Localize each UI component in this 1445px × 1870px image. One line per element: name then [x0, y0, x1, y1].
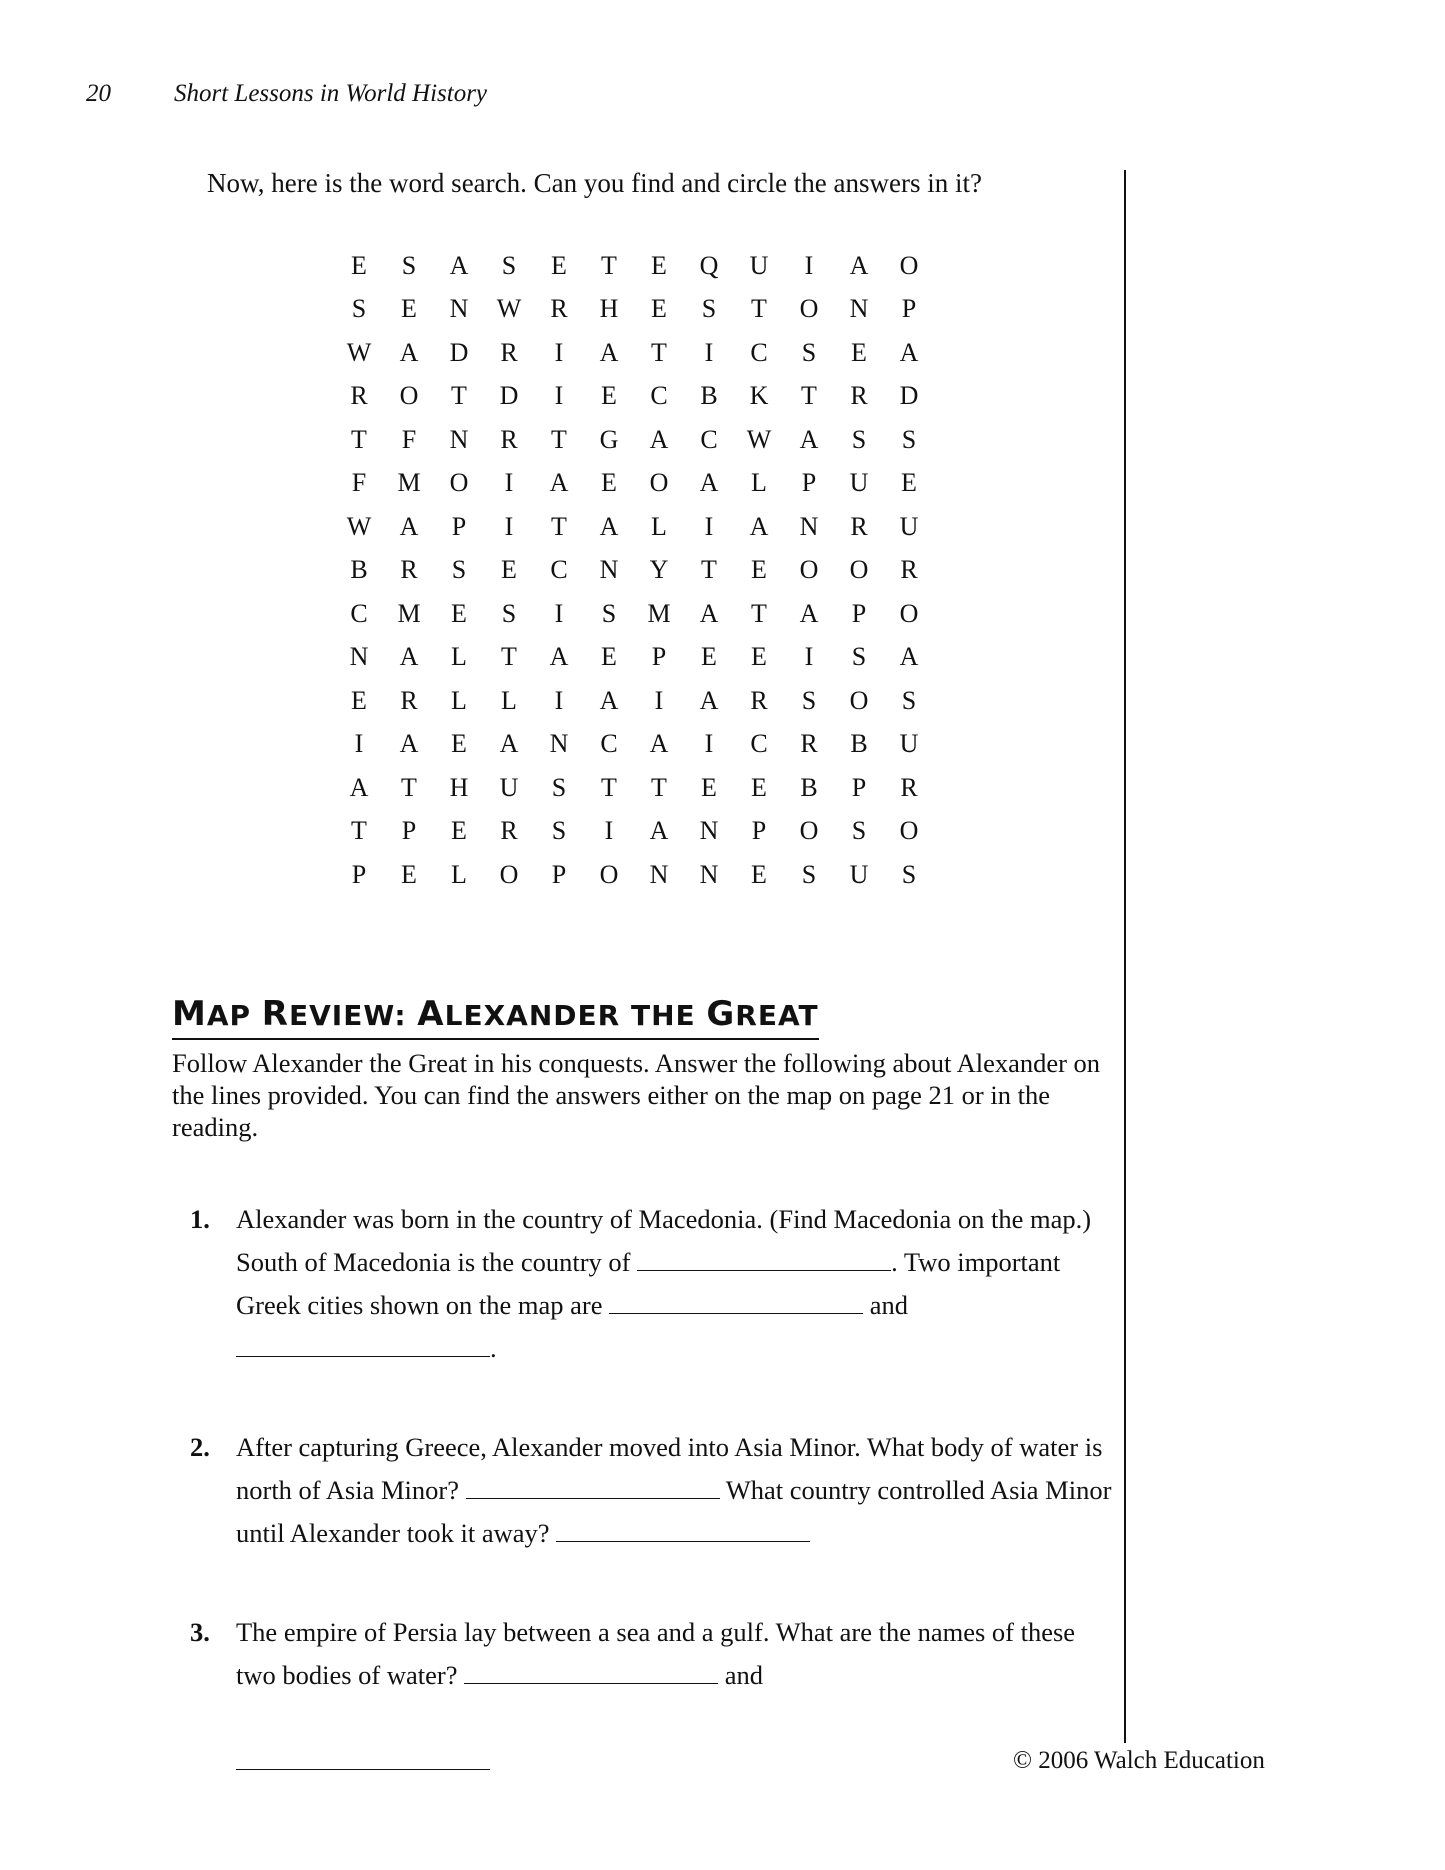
- grid-letter[interactable]: L: [501, 685, 517, 715]
- question-text: What country controlled Asia Minor until Alexander took it away?: [236, 1475, 1112, 1548]
- grid-letter[interactable]: T: [651, 772, 667, 802]
- grid-letter[interactable]: N: [349, 642, 369, 672]
- grid-letter[interactable]: O: [399, 381, 419, 411]
- grid-letter[interactable]: P: [751, 816, 767, 846]
- heading-rest: REAT: [735, 999, 819, 1032]
- grid-letter[interactable]: P: [851, 598, 867, 628]
- grid-letter[interactable]: N: [849, 294, 869, 324]
- question-number: 3.: [190, 1617, 210, 1647]
- grid-letter[interactable]: N: [449, 424, 469, 454]
- grid-letter[interactable]: H: [449, 772, 469, 802]
- grid-letter[interactable]: I: [354, 729, 364, 759]
- grid-letter[interactable]: T: [351, 816, 367, 846]
- grid-row: [334, 636, 934, 680]
- grid-letter[interactable]: W: [746, 424, 772, 454]
- grid-letter[interactable]: E: [501, 555, 517, 585]
- grid-letter[interactable]: S: [801, 685, 817, 715]
- grid-row: [334, 723, 934, 767]
- grid-letter[interactable]: O: [499, 859, 519, 889]
- grid-letter[interactable]: I: [804, 250, 814, 280]
- grid-letter[interactable]: O: [799, 816, 819, 846]
- grid-row: [334, 288, 934, 332]
- grid-letter[interactable]: T: [501, 642, 517, 672]
- question-text: The empire of Persia lay between a sea and a gulf. What are the names of these two bodies of water?: [236, 1617, 1076, 1690]
- grid-letter[interactable]: A: [499, 729, 519, 759]
- grid-letter[interactable]: R: [350, 381, 368, 411]
- grid-letter[interactable]: O: [899, 816, 919, 846]
- grid-row: [334, 810, 934, 854]
- grid-letter[interactable]: O: [649, 468, 669, 498]
- grid-letter[interactable]: U: [749, 250, 769, 280]
- grid-letter[interactable]: N: [699, 816, 719, 846]
- grid-letter[interactable]: O: [899, 250, 919, 280]
- grid-letter[interactable]: O: [849, 555, 869, 585]
- grid-letter[interactable]: M: [397, 468, 421, 498]
- question-text: After capturing Greece, Alexander moved into Asia Minor. What body of water is north of Asia Minor?: [236, 1432, 1103, 1505]
- grid-letter[interactable]: A: [799, 598, 819, 628]
- section-description: Follow Alexander the Great in his conquests. Answer the following about Alexander on the lines provided. You can find the answers either on the map on page 21 or in the reading.: [172, 1048, 1101, 1142]
- heading-initial: G: [706, 994, 736, 1034]
- grid-letter[interactable]: A: [599, 685, 619, 715]
- grid-row: [334, 462, 934, 506]
- copyright-footer: © 2006 Walch Education: [1013, 1747, 1265, 1774]
- grid-letter[interactable]: G: [599, 424, 619, 454]
- grid-letter[interactable]: I: [604, 816, 614, 846]
- heading-rest: LEXANDER THE: [444, 999, 707, 1032]
- grid-letter[interactable]: I: [704, 337, 714, 367]
- grid-letter[interactable]: T: [601, 772, 617, 802]
- running-header: [86, 80, 487, 108]
- grid-letter[interactable]: E: [751, 642, 767, 672]
- grid-letter[interactable]: U: [899, 729, 919, 759]
- grid-letter[interactable]: A: [349, 772, 369, 802]
- question-text: . Two important Greek cities shown on the map are: [236, 1247, 1061, 1320]
- grid-letter[interactable]: R: [850, 381, 868, 411]
- grid-letter[interactable]: A: [549, 468, 569, 498]
- grid-letter[interactable]: E: [851, 337, 867, 367]
- grid-letter[interactable]: O: [899, 598, 919, 628]
- grid-letter[interactable]: R: [800, 729, 818, 759]
- grid-letter[interactable]: E: [601, 468, 617, 498]
- grid-letter[interactable]: A: [599, 337, 619, 367]
- grid-letter[interactable]: E: [751, 555, 767, 585]
- page-number: 20: [86, 80, 111, 107]
- grid-letter[interactable]: E: [601, 642, 617, 672]
- grid-letter[interactable]: N: [649, 859, 669, 889]
- grid-letter[interactable]: S: [901, 685, 917, 715]
- grid-letter[interactable]: C: [350, 598, 368, 628]
- grid-letter[interactable]: E: [551, 250, 567, 280]
- grid-letter[interactable]: C: [750, 729, 768, 759]
- answer-blank-country[interactable]: [637, 1248, 891, 1271]
- grid-row: [334, 853, 934, 897]
- grid-letter[interactable]: L: [451, 642, 467, 672]
- grid-letter[interactable]: P: [801, 468, 817, 498]
- grid-letter[interactable]: U: [899, 511, 919, 541]
- grid-letter[interactable]: C: [700, 424, 718, 454]
- question-2: [190, 1426, 1120, 1555]
- word-search-grid: [334, 244, 934, 897]
- grid-letter[interactable]: D: [499, 381, 519, 411]
- grid-letter[interactable]: W: [346, 511, 372, 541]
- grid-letter[interactable]: B: [700, 381, 718, 411]
- grid-letter[interactable]: O: [599, 859, 619, 889]
- grid-letter[interactable]: A: [599, 511, 619, 541]
- grid-letter[interactable]: I: [554, 337, 564, 367]
- grid-letter[interactable]: A: [699, 598, 719, 628]
- grid-letter[interactable]: O: [849, 685, 869, 715]
- grid-letter[interactable]: S: [501, 250, 517, 280]
- grid-letter[interactable]: C: [650, 381, 668, 411]
- grid-letter[interactable]: S: [601, 598, 617, 628]
- grid-letter[interactable]: W: [496, 294, 522, 324]
- grid-letter[interactable]: N: [799, 511, 819, 541]
- grid-letter[interactable]: S: [901, 424, 917, 454]
- grid-letter[interactable]: S: [851, 642, 867, 672]
- grid-letter[interactable]: A: [399, 337, 419, 367]
- question-number: 1.: [190, 1204, 210, 1234]
- grid-letter[interactable]: U: [499, 772, 519, 802]
- grid-letter[interactable]: R: [400, 555, 418, 585]
- grid-letter[interactable]: P: [901, 294, 917, 324]
- grid-letter[interactable]: B: [350, 555, 368, 585]
- question-3: [190, 1611, 1120, 1783]
- grid-letter[interactable]: P: [351, 859, 367, 889]
- grid-letter[interactable]: S: [901, 859, 917, 889]
- grid-letter[interactable]: N: [699, 859, 719, 889]
- grid-letter[interactable]: I: [804, 642, 814, 672]
- grid-letter[interactable]: E: [401, 294, 417, 324]
- grid-letter[interactable]: A: [699, 468, 719, 498]
- grid-letter[interactable]: A: [649, 816, 669, 846]
- grid-letter[interactable]: F: [401, 424, 417, 454]
- grid-letter[interactable]: L: [751, 468, 767, 498]
- grid-letter[interactable]: A: [849, 250, 869, 280]
- grid-letter[interactable]: C: [750, 337, 768, 367]
- grid-letter[interactable]: S: [801, 337, 817, 367]
- grid-letter[interactable]: O: [449, 468, 469, 498]
- grid-letter[interactable]: A: [899, 642, 919, 672]
- grid-letter[interactable]: M: [397, 598, 421, 628]
- grid-letter[interactable]: A: [449, 250, 469, 280]
- grid-row: [334, 375, 934, 419]
- grid-letter[interactable]: W: [346, 337, 372, 367]
- grid-letter[interactable]: E: [751, 859, 767, 889]
- grid-letter[interactable]: L: [451, 685, 467, 715]
- grid-letter[interactable]: U: [849, 859, 869, 889]
- grid-letter[interactable]: T: [401, 772, 417, 802]
- grid-letter[interactable]: T: [551, 511, 567, 541]
- grid-letter[interactable]: T: [651, 337, 667, 367]
- grid-letter[interactable]: N: [599, 555, 619, 585]
- grid-letter[interactable]: Y: [649, 555, 669, 585]
- grid-letter[interactable]: P: [651, 642, 667, 672]
- grid-letter[interactable]: E: [651, 250, 667, 280]
- grid-letter[interactable]: R: [400, 685, 418, 715]
- grid-letter[interactable]: I: [704, 729, 714, 759]
- question-number: 2.: [190, 1432, 210, 1462]
- grid-letter[interactable]: I: [654, 685, 664, 715]
- grid-row: [334, 331, 934, 375]
- grid-letter[interactable]: D: [449, 337, 469, 367]
- grid-letter[interactable]: N: [449, 294, 469, 324]
- question-text: .: [490, 1333, 497, 1363]
- grid-letter[interactable]: E: [601, 381, 617, 411]
- grid-letter[interactable]: S: [551, 772, 567, 802]
- answer-blank-city-2[interactable]: [236, 1334, 490, 1357]
- grid-letter[interactable]: B: [800, 772, 818, 802]
- grid-letter[interactable]: T: [351, 424, 367, 454]
- word-search-intro: Now, here is the word search. Can you find and circle the answers in it?: [207, 168, 982, 198]
- grid-row: [334, 244, 934, 288]
- grid-letter[interactable]: A: [649, 729, 669, 759]
- grid-letter[interactable]: S: [401, 250, 417, 280]
- grid-letter[interactable]: A: [749, 511, 769, 541]
- question-text: and: [863, 1290, 908, 1320]
- grid-letter[interactable]: P: [401, 816, 417, 846]
- grid-letter[interactable]: P: [551, 859, 567, 889]
- grid-letter[interactable]: E: [701, 772, 717, 802]
- grid-row: [334, 505, 934, 549]
- grid-letter[interactable]: T: [451, 381, 467, 411]
- grid-letter[interactable]: O: [799, 294, 819, 324]
- grid-letter[interactable]: T: [801, 381, 817, 411]
- grid-letter[interactable]: A: [899, 337, 919, 367]
- grid-letter[interactable]: I: [554, 381, 564, 411]
- question-1: [190, 1198, 1120, 1370]
- grid-letter[interactable]: E: [901, 468, 917, 498]
- grid-row: [334, 418, 934, 462]
- grid-letter[interactable]: M: [647, 598, 671, 628]
- grid-letter[interactable]: A: [799, 424, 819, 454]
- grid-letter[interactable]: S: [701, 294, 717, 324]
- grid-letter[interactable]: I: [504, 511, 514, 541]
- grid-letter[interactable]: P: [451, 511, 467, 541]
- margin-rule: [1124, 170, 1126, 1743]
- grid-letter[interactable]: A: [399, 642, 419, 672]
- grid-letter[interactable]: T: [551, 424, 567, 454]
- grid-letter[interactable]: R: [500, 424, 518, 454]
- grid-letter[interactable]: E: [651, 294, 667, 324]
- answer-blank-city-1[interactable]: [609, 1291, 863, 1314]
- grid-letter[interactable]: S: [351, 294, 367, 324]
- section-heading: [172, 994, 819, 1040]
- grid-letter[interactable]: S: [851, 816, 867, 846]
- grid-letter[interactable]: R: [500, 816, 518, 846]
- grid-letter[interactable]: A: [549, 642, 569, 672]
- grid-row: [334, 549, 934, 593]
- grid-letter[interactable]: S: [801, 859, 817, 889]
- grid-row: [334, 592, 934, 636]
- grid-letter[interactable]: R: [500, 337, 518, 367]
- heading-rest: AP: [206, 999, 262, 1032]
- grid-letter[interactable]: A: [699, 685, 719, 715]
- grid-letter[interactable]: O: [799, 555, 819, 585]
- grid-letter[interactable]: Q: [699, 250, 719, 280]
- grid-letter[interactable]: P: [851, 772, 867, 802]
- grid-letter[interactable]: I: [704, 511, 714, 541]
- book-title: Short Lessons in World History: [174, 80, 488, 107]
- grid-letter[interactable]: A: [399, 729, 419, 759]
- grid-letter[interactable]: T: [701, 555, 717, 585]
- grid-letter[interactable]: A: [649, 424, 669, 454]
- heading-initial: M: [172, 994, 207, 1034]
- grid-letter[interactable]: E: [451, 598, 467, 628]
- grid-row: [334, 679, 934, 723]
- grid-letter[interactable]: R: [900, 772, 918, 802]
- grid-letter[interactable]: S: [851, 424, 867, 454]
- grid-letter[interactable]: C: [550, 555, 568, 585]
- question-text: and: [718, 1660, 764, 1690]
- grid-letter[interactable]: E: [401, 859, 417, 889]
- heading-rest: EVIEW:: [288, 999, 418, 1032]
- grid-letter[interactable]: T: [601, 250, 617, 280]
- grid-letter[interactable]: S: [451, 555, 467, 585]
- grid-letter[interactable]: E: [351, 685, 367, 715]
- grid-letter[interactable]: B: [850, 729, 868, 759]
- grid-letter[interactable]: K: [749, 381, 769, 411]
- grid-letter[interactable]: S: [551, 816, 567, 846]
- grid-letter[interactable]: A: [399, 511, 419, 541]
- answer-blank-gulf[interactable]: [236, 1747, 490, 1770]
- grid-letter[interactable]: T: [751, 294, 767, 324]
- heading-initial: A: [417, 994, 445, 1034]
- answer-blank-body-of-water[interactable]: [466, 1476, 720, 1499]
- grid-letter[interactable]: I: [504, 468, 514, 498]
- grid-letter[interactable]: F: [351, 468, 367, 498]
- grid-row: [334, 766, 934, 810]
- grid-letter[interactable]: L: [451, 859, 467, 889]
- grid-letter[interactable]: I: [554, 685, 564, 715]
- grid-letter[interactable]: S: [501, 598, 517, 628]
- grid-letter[interactable]: D: [899, 381, 919, 411]
- grid-letter[interactable]: E: [351, 250, 367, 280]
- grid-letter[interactable]: R: [750, 685, 768, 715]
- grid-letter[interactable]: C: [600, 729, 618, 759]
- answer-blank-sea[interactable]: [464, 1661, 718, 1684]
- grid-letter[interactable]: N: [549, 729, 569, 759]
- grid-letter[interactable]: E: [451, 729, 467, 759]
- grid-letter[interactable]: U: [849, 468, 869, 498]
- grid-letter[interactable]: E: [451, 816, 467, 846]
- grid-letter[interactable]: R: [900, 555, 918, 585]
- grid-letter[interactable]: E: [701, 642, 717, 672]
- heading-initial: R: [261, 994, 289, 1034]
- grid-letter[interactable]: L: [651, 511, 667, 541]
- grid-letter[interactable]: R: [550, 294, 568, 324]
- grid-letter[interactable]: R: [850, 511, 868, 541]
- question-text: Alexander was born in the country of Macedonia. (Find Macedonia on the map.) South of Macedonia is the country of: [236, 1204, 1092, 1277]
- grid-letter[interactable]: H: [599, 294, 619, 324]
- answer-blank-controlling-country[interactable]: [556, 1519, 810, 1542]
- grid-letter[interactable]: T: [751, 598, 767, 628]
- grid-letter[interactable]: E: [751, 772, 767, 802]
- grid-letter[interactable]: I: [554, 598, 564, 628]
